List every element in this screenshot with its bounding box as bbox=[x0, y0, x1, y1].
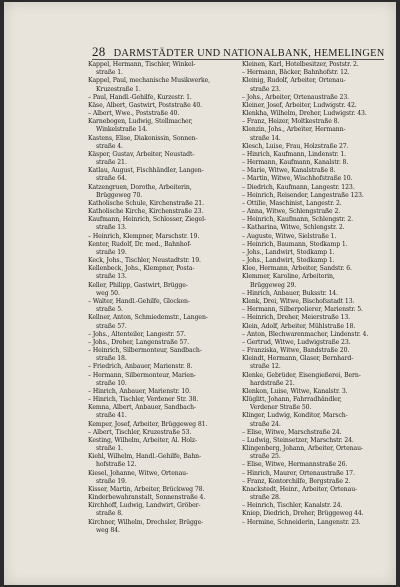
directory-line: Katlau, August, Fischhändler, Langen- bbox=[88, 167, 204, 175]
directory-line: – Hermine, Schneiderin, Langenstr. 23. bbox=[242, 518, 361, 526]
directory-line: – Auguste, Witwe, Sielstraße 1. bbox=[242, 232, 337, 240]
directory-line: – Gertrud, Witwe, Ludwigstraße 23. bbox=[242, 338, 351, 346]
directory-line: straße 13. bbox=[96, 224, 127, 232]
directory-line: – Anton, Blechwarenmacher, Lindenstr. 4. bbox=[242, 330, 369, 338]
directory-line: – Heinrich, Reisender, Langestraße 123. bbox=[242, 191, 364, 199]
directory-line: Klein, Adolf, Arbeiter, Mühlstraße 18. bbox=[242, 322, 356, 330]
directory-line: – Heinrich, Dreher, Meierstraße 13. bbox=[242, 314, 350, 322]
directory-line: – Hinrich, Tischler, Verdener Str. 38. bbox=[88, 396, 199, 404]
directory-line: – Albert, Wwe., Poststraße 40. bbox=[88, 110, 180, 118]
directory-line: – Johs., Dreher, Langenstraße 57. bbox=[88, 338, 189, 346]
directory-line: Kiesel, Johanne, Witwe, Ortenau- bbox=[88, 469, 189, 477]
directory-line: Klüglitt, Johann, Fahrradhändler, bbox=[242, 396, 342, 404]
directory-line: Käsper, Gustav, Arbeiter, Neustadt- bbox=[88, 150, 195, 158]
page-number: 28 bbox=[92, 44, 106, 59]
directory-line: – Johs., Landwirt, Stedkamp 1. bbox=[242, 248, 335, 256]
directory-line: Katholische Schule, Kirchenstraße 21. bbox=[88, 199, 204, 207]
directory-line: straße 28. bbox=[250, 494, 281, 502]
directory-line: – Hinrich, Anbauer, Marienstr. 10. bbox=[88, 387, 191, 395]
directory-line: – Anna, Witwe, Schlengstraße 2. bbox=[242, 208, 341, 216]
directory-line: – Johs., Landwirt, Stedkamp 1. bbox=[242, 257, 335, 265]
directory-line: Klemmer, Karoline, Arbeiterin, bbox=[242, 273, 335, 281]
directory-line: – Heinrich, Kaufmann, Schlengstr. 2. bbox=[242, 216, 354, 224]
directory-line: straße 4. bbox=[96, 142, 123, 150]
directory-line: Kastens, Elise, Diakonissin, Sonnen- bbox=[88, 134, 198, 142]
directory-line: Kleinen, Karl, Hotelbesitzer, Poststr. 2. bbox=[242, 61, 359, 68]
directory-line: weg 84. bbox=[96, 526, 120, 534]
directory-line: straße 18. bbox=[96, 355, 127, 363]
directory-line: straße 21. bbox=[96, 159, 127, 167]
page-header bbox=[92, 44, 384, 60]
directory-line: – Hermann, Silbermonteur, Marien- bbox=[88, 371, 196, 379]
directory-line: Kappel, Paul, mechanische Musikwerke, bbox=[88, 77, 211, 85]
directory-line: Katzengruen, Dorothe, Arbeiterin, bbox=[88, 183, 192, 191]
directory-line: straße 10. bbox=[96, 379, 127, 387]
directory-line: Kirchner, Wilhelm, Drechsler, Brügge- bbox=[88, 518, 204, 526]
directory-line: – Hinrich, Anbauer, Buksstr. 14. bbox=[242, 289, 338, 297]
directory-line: Kniep, Diedrich, Dreher, Brüggeweg 44. bbox=[242, 510, 364, 518]
directory-line: Klesch, Luise, Frau, Holzstraße 27. bbox=[242, 142, 349, 150]
directory-line: straße 1. bbox=[96, 445, 123, 453]
directory-line: – Heinrich, Klempner, Marschstr. 19. bbox=[88, 232, 200, 240]
directory-line: – Hermann, Bäcker, Bahnhofstr. 12. bbox=[242, 69, 350, 77]
directory-line: straße 14. bbox=[250, 134, 281, 142]
directory-line: – Ottilie, Maschinist, Langestr. 2. bbox=[242, 199, 342, 207]
directory-line: – Walter, Handl.-Gehilfe, Glocken- bbox=[88, 297, 190, 305]
directory-line: straße 23. bbox=[250, 85, 281, 93]
directory-line: – Diedrich, Kaufmann, Langestr. 123. bbox=[242, 183, 355, 191]
directory-line: Keller, Philipp, Gastwirt, Brügge- bbox=[88, 281, 188, 289]
directory-line: Kappel, Hermann, Tischler, Winkel- bbox=[88, 61, 196, 68]
directory-line: straße 19. bbox=[96, 248, 127, 256]
directory-line: – Hermann, Silberpolierer, Marienstr. 5. bbox=[242, 306, 363, 314]
directory-line: Kemna, Albert, Anbauer, Sandbach- bbox=[88, 404, 196, 412]
header-title: DARMSTÄDTER UND NATIONALBANK, HEMELINGEN bbox=[113, 48, 385, 59]
directory-line: Kiehl, Wilhelm, Handl.-Gehilfe, Bahn- bbox=[88, 453, 202, 461]
directory-line: Kemper, Josef, Arbeiter, Brüggeweg 81. bbox=[88, 420, 208, 428]
directory-line: Kirchhoff, Ludwig, Landwirt, Gröber- bbox=[88, 502, 201, 510]
directory-line: Katholische Kirche, Kirchenstraße 23. bbox=[88, 208, 204, 216]
directory-line: Kellner, Anton, Schmiedemstr., Langen- bbox=[88, 314, 208, 322]
directory-line: Klenkha, Wilhelm, Dreher, Ludwigstr. 43. bbox=[242, 110, 367, 118]
directory-line: straße 41. bbox=[96, 412, 127, 420]
directory-line: – Heinrich, Tischler, Kanalstr. 24. bbox=[242, 502, 343, 510]
directory-line: – Franz, Heizer, Moltkestraße 8. bbox=[242, 118, 340, 126]
directory-line: straße 64. bbox=[96, 175, 127, 183]
directory-line: straße 25. bbox=[250, 453, 281, 461]
header-rule bbox=[92, 59, 384, 60]
directory-line: Karnebogen, Ludwig, Stellmacher, bbox=[88, 118, 193, 126]
directory-line: Kleiner, Josef, Arbeiter, Ludwigstr. 42. bbox=[242, 101, 357, 109]
directory-line: straße 1. bbox=[96, 69, 123, 77]
directory-line: straße 19. bbox=[96, 477, 127, 485]
directory-line: straße 12. bbox=[250, 363, 281, 371]
left-column bbox=[88, 61, 233, 535]
directory-line: – Katharina, Witwe, Schlengstr. 2. bbox=[242, 224, 345, 232]
directory-line: Klenk, Drei, Witwe, Bischofsstadt 13. bbox=[242, 297, 355, 305]
directory-line: straße 8. bbox=[96, 510, 123, 518]
directory-line: weg 50. bbox=[96, 289, 120, 297]
directory-line: Brüggeweg 29. bbox=[250, 281, 297, 289]
directory-line: – Elise, Witwe, Hermannstraße 26. bbox=[242, 461, 348, 469]
directory-line: straße 13. bbox=[96, 273, 127, 281]
directory-line: – Martin, Witwe, Wischhofstraße 10. bbox=[242, 175, 353, 183]
directory-line: Kesting, Wilhelm, Arbeiter, Al. Holz- bbox=[88, 436, 197, 444]
directory-line: – Marie, Witwe, Kanalstraße 8. bbox=[242, 167, 336, 175]
directory-line: – Albert, Tischler, Kruzestraße 53. bbox=[88, 428, 192, 436]
directory-line: Brüggeweg 70. bbox=[96, 191, 143, 199]
directory-line: Klinger, Ludwig, Konditor, Marsch- bbox=[242, 412, 348, 420]
directory-line: Kellenbeck, Johs., Klempner, Posta- bbox=[88, 265, 195, 273]
directory-line: straße 57. bbox=[96, 322, 127, 330]
directory-line: Kisser, Martin, Arbeiter, Brückweg 78. bbox=[88, 485, 205, 493]
directory-line: Käse, Albert, Gastwirt, Poststraße 40. bbox=[88, 101, 202, 109]
directory-line: Keck, Johs., Tischler, Neustadtstr. 19. bbox=[88, 257, 201, 265]
directory-line: straße 5. bbox=[96, 306, 123, 314]
right-column bbox=[242, 61, 387, 527]
directory-line: Kaufmann, Heinrich, Schlosser, Ziegel- bbox=[88, 216, 206, 224]
directory-line: Klenzin, Johs., Arbeiter, Hermann- bbox=[242, 126, 346, 134]
directory-line: – Hinrich, Kaufmann, Lindenstr. 1. bbox=[242, 150, 347, 158]
directory-line: Klingenberg, Johann, Arbeiter, Ortenau- bbox=[242, 445, 363, 453]
directory-line: straße 24. bbox=[250, 420, 281, 428]
directory-line: – Ludwig, Steinsetzer, Marschstr. 24. bbox=[242, 436, 354, 444]
directory-line: hofstraße 12. bbox=[96, 461, 137, 469]
directory-line: Kleindt, Hermann, Glaser, Bernhard- bbox=[242, 355, 354, 363]
directory-line: Klenkon, Luise, Witwe, Kanalstr. 3. bbox=[242, 387, 348, 395]
directory-line: Klee, Hermann, Arbeiter, Sandstr. 6. bbox=[242, 265, 352, 273]
directory-line: – Johs., Arbeiter, Ortenaustraße 23. bbox=[242, 93, 350, 101]
directory-line: Klenke, Gebrüder, Eisengießerei, Bern- bbox=[242, 371, 361, 379]
directory-line: – Franziska, Witwe, Bandstraße 20. bbox=[242, 347, 350, 355]
directory-line: – Heinrich, Silbermonteur, Sandbach- bbox=[88, 347, 202, 355]
directory-line: Knackstedt, Heinr., Arbeiter, Ortenau- bbox=[242, 485, 358, 493]
directory-line: – Johs., Altenteiler, Langestr. 57. bbox=[88, 330, 186, 338]
directory-line: Kinderbewahranstalt, Sonnenstraße 4. bbox=[88, 494, 206, 502]
directory-line: – Franz, Kontorchilfe, Bergstraße 2. bbox=[242, 477, 351, 485]
directory-line: hardstraße 21. bbox=[250, 379, 295, 387]
directory-line: Kruzestraße 1. bbox=[96, 85, 141, 93]
directory-line: Kenter, Rudolf, Dr. med., Bahnhof- bbox=[88, 240, 192, 248]
directory-line: Kleinig, Rudolf, Arbeiter, Ortenau- bbox=[242, 77, 346, 85]
directory-line: – Hermann, Kaufmann, Kanalstr. 8. bbox=[242, 159, 349, 167]
directory-line: Winkelstraße 14. bbox=[96, 126, 148, 134]
directory-line: – Hinrich, Maurer, Ortenaustraße 17. bbox=[242, 469, 355, 477]
directory-line: Verdener Straße 50. bbox=[250, 404, 312, 412]
directory-line: – Friedrich, Anbauer, Marienstr. 8. bbox=[88, 363, 193, 371]
directory-line: – Paul, Handl.-Gehilfe, Kurzestr. 1. bbox=[88, 93, 192, 101]
directory-line: – Elise, Witwe, Marschstraße 24. bbox=[242, 428, 342, 436]
directory-line: – Heinrich, Baumann, Stedkamp 1. bbox=[242, 240, 348, 248]
